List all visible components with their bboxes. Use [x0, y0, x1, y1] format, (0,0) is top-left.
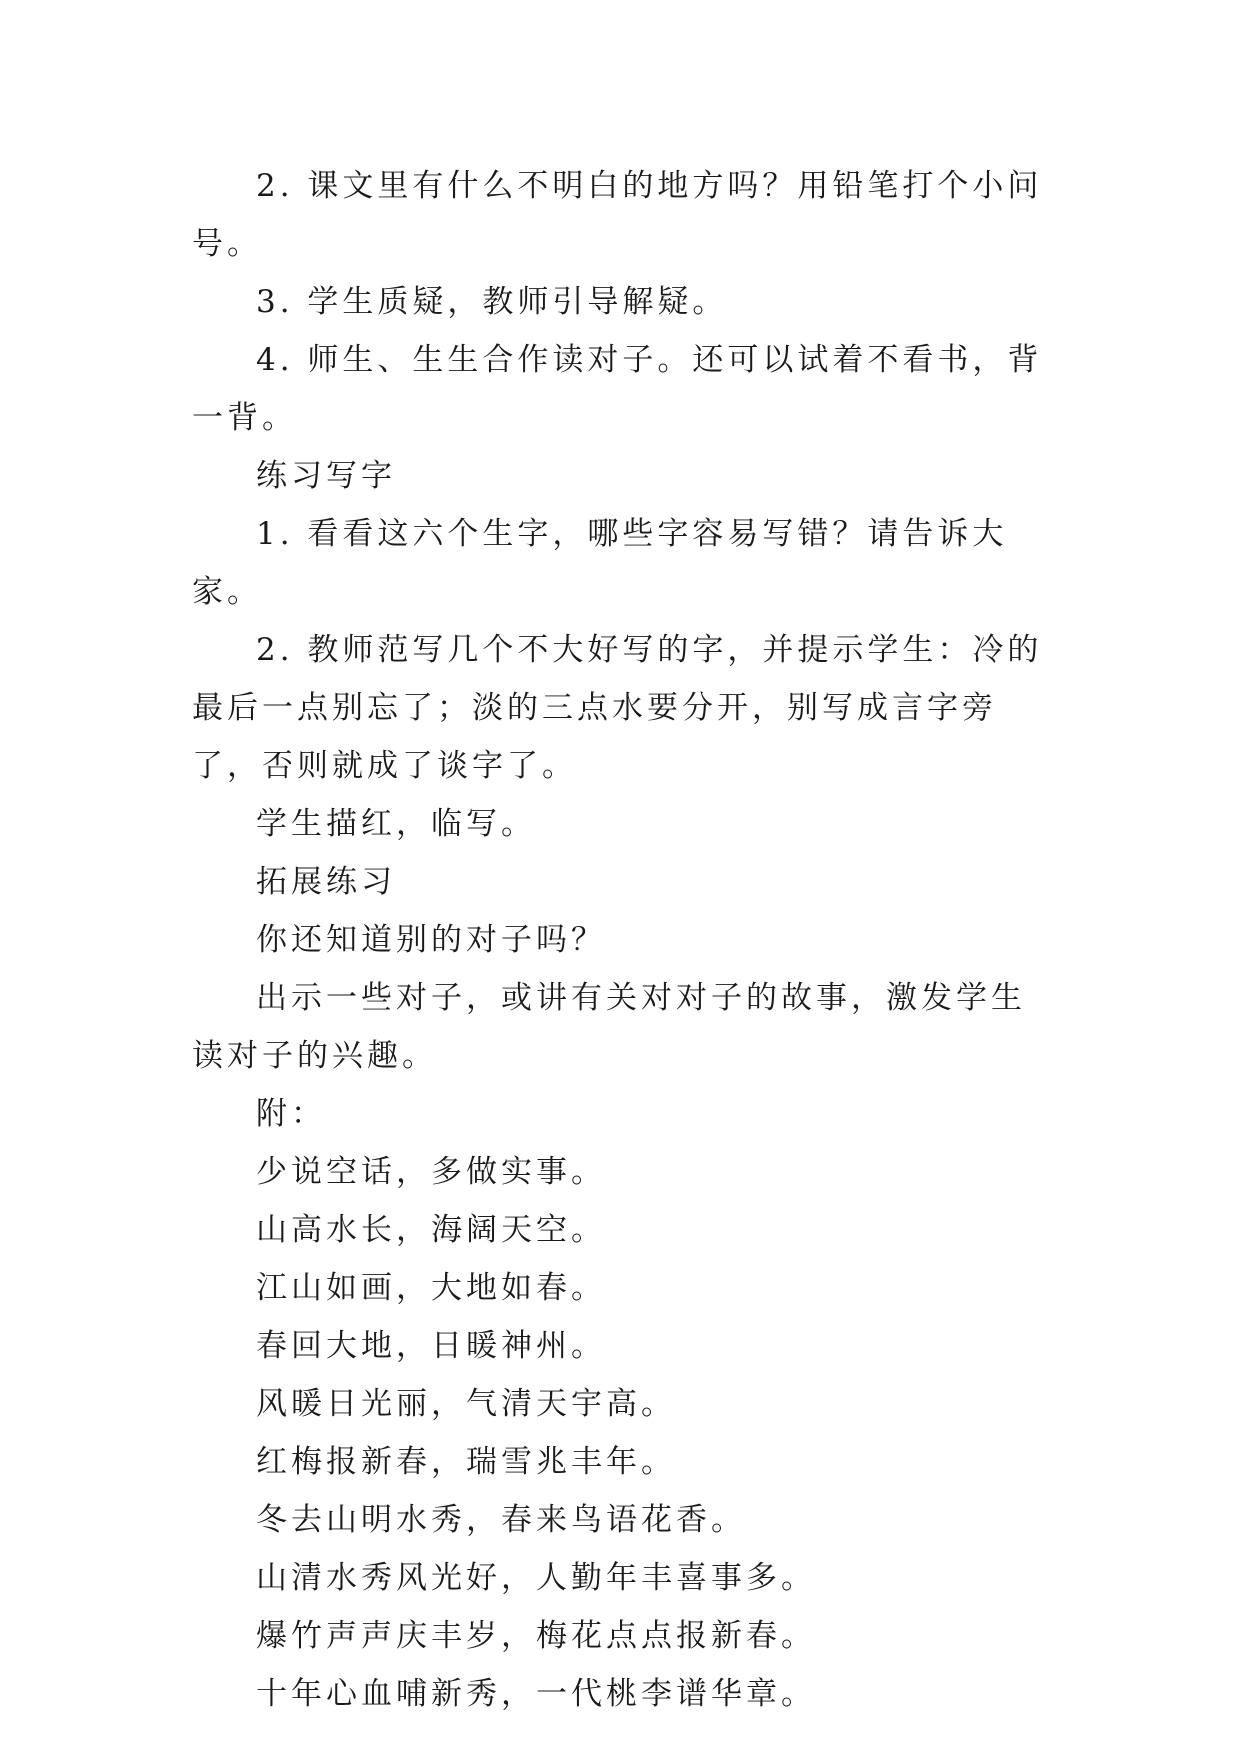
couplet-line: 山高水长，海阔天空。	[256, 1212, 606, 1248]
couplet-line: 江山如画，大地如春。	[256, 1270, 606, 1306]
couplet-line: 冬去山明水秀，春来鸟语花香。	[256, 1502, 746, 1538]
couplet-line: 十年心血哺新秀，一代桃李谱华章。	[256, 1676, 816, 1712]
section-heading: 练习写字	[256, 458, 396, 494]
couplet-line: 山清水秀风光好，人勤年丰喜事多。	[256, 1560, 816, 1596]
paragraph: 2. 教师范写几个不大好写的字，并提示学生：冷的最后一点别忘了；淡的三点水要分开，别写成言字旁了，否则就成了谈字了。	[192, 632, 1043, 784]
paragraph: 4. 师生、生生合作读对子。还可以试着不看书，背一背。	[192, 342, 1043, 436]
paragraph: 3. 学生质疑，教师引导解疑。	[256, 284, 728, 320]
paragraph: 学生描红，临写。	[256, 806, 536, 842]
paragraph: 1. 看看这六个生字，哪些字容易写错？请告诉大家。	[192, 516, 1008, 610]
document-body	[192, 157, 1052, 1723]
paragraph: 出示一些对子，或讲有关对对子的故事，激发学生读对子的兴趣。	[192, 980, 1026, 1074]
couplet-line: 红梅报新春，瑞雪兆丰年。	[256, 1444, 676, 1480]
couplet-line: 爆竹声声庆丰岁，梅花点点报新春。	[256, 1618, 816, 1654]
appendix-label: 附：	[256, 1096, 326, 1132]
couplet-line: 春回大地，日暖神州。	[256, 1328, 606, 1364]
paragraph: 你还知道别的对子吗？	[256, 922, 606, 958]
couplet-line: 风暖日光丽，气清天宇高。	[256, 1386, 676, 1422]
couplet-line: 少说空话，多做实事。	[256, 1154, 606, 1190]
section-heading: 拓展练习	[256, 864, 396, 900]
paragraph: 2. 课文里有什么不明白的地方吗？用铅笔打个小问号。	[192, 168, 1043, 262]
